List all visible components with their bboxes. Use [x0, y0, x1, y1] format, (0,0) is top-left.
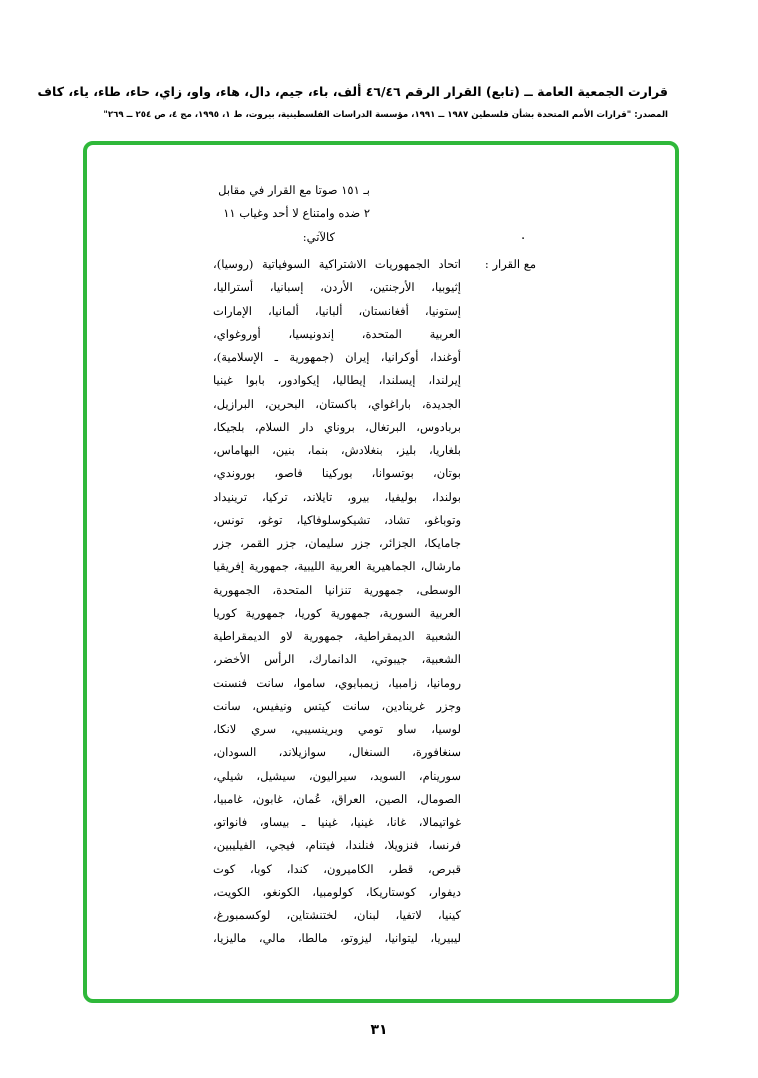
- country-line: العربية المتحدة، إندونيسيا، أوروغواي،: [213, 326, 461, 341]
- source-citation: المصدر: "قرارات الأمم المتحدة بشأن فلسطين ١٩٨٧ ــ ١٩٩١، مؤسسة الدراسات الفلسطينية، بيروت، ط ١، ١٩٩٥، مج ٤، ص ٢٥٤ ــ ٢٦٩": [103, 110, 668, 120]
- country-line: الشعبية، جيبوتي، الدانمارك، الرأس الأخضر،: [213, 652, 461, 667]
- country-line: إستونيا، أفغانستان، ألبانيا، ألمانيا، الإمارات: [213, 303, 461, 318]
- country-line: إيرلندا، إيسلندا، إيطاليا، إيكوادور، بابوا غينيا: [213, 373, 461, 388]
- country-line: اتحاد الجمهوريات الاشتراكية السوفياتية (روسيا)،: [213, 257, 461, 271]
- country-line: رومانيا، زامبيا، زيمبابوي، ساموا، سانت فنسنت: [213, 675, 461, 690]
- country-line: سورينام، السويد، سيراليون، سيشيل، شيلي،: [213, 768, 461, 783]
- country-line: العربية السورية، جمهورية كوريا، جمهورية كوريا: [213, 605, 461, 620]
- page-number: ٣١: [370, 1022, 388, 1038]
- country-line: وتوباغو، تشاد، تشيكوسلوفاكيا، توغو، تونس،: [213, 512, 461, 527]
- country-line: ديفوار، كوستاريكا، كولومبيا، الكونغو، الكويت،: [213, 884, 461, 899]
- vote-summary-line: ٢ ضده وامتناع لا أحد وغياب ١١: [223, 206, 370, 220]
- country-line: أوغندا، أوكرانيا، إيران (جمهورية ـ الإسلامية)،: [213, 350, 461, 364]
- country-line: بلغاريا، بليز، بنغلادش، بنما، بنين، البهاماس،: [213, 443, 461, 457]
- country-line: الشعبية الديمقراطية، جمهورية لاو الديمقراطية: [213, 629, 461, 643]
- vote-summary-line: كالآتي:: [302, 230, 335, 244]
- document-title: قرارت الجمعية العامة ــ (تابع) القرار الرقم ٤٦/٤٦ ألف، باء، جيم، دال، هاء، واو، زاي، حاء، طاء، ياء، كاف: [37, 84, 668, 99]
- in-favour-label: مع القرار :: [484, 257, 536, 271]
- country-line: غواتيمالا، غانا، غينيا، غينيا ـ بيساو، فانواتو،: [213, 815, 461, 829]
- country-list: [213, 253, 461, 951]
- country-line: إثيوبيا، الأرجنتين، الأردن، إسبانيا، أستراليا،: [213, 280, 461, 295]
- country-line: الوسطى، جمهورية تنزانيا المتحدة، الجمهورية: [213, 582, 461, 597]
- country-line: وجزر غرينادين، سانت كيتس ونيفيس، سانت: [213, 698, 461, 713]
- country-line: الجديدة، باراغواي، باكستان، البحرين، البرازيل،: [213, 396, 461, 411]
- country-line: الصومال، الصين، العراق، عُمان، غابون، غامبيا،: [213, 791, 461, 806]
- country-line: بولندا، بوليفيا، بيرو، تايلاند، تركيا، ترينيداد: [213, 489, 461, 504]
- country-line: بربادوس، البرتغال، بروناي دار السلام، بلجيكا،: [213, 419, 461, 434]
- country-line: لوسيا، ساو تومي وبرينسيبي، سري لانكا،: [213, 722, 461, 736]
- country-line: بوتان، بوتسوانا، بوركينا فاصو، بوروندي،: [213, 466, 461, 481]
- country-line: جامايكا، الجزائر، جزر سليمان، جزر القمر، جزر: [213, 536, 461, 550]
- vote-summary-line: بـ ١٥١ صوتا مع القرار في مقابل: [218, 183, 370, 197]
- country-line: سنغافورة، السنغال، سوازيلاند، السودان،: [213, 745, 461, 760]
- country-line: مارشال، الجماهيرية العربية الليبية، جمهورية إفريقيا: [213, 559, 461, 574]
- bullet-mark: .: [521, 228, 526, 243]
- country-line: فرنسا، فنزويلا، فنلندا، فيتنام، فيجي، الفيليبين،: [213, 838, 461, 853]
- country-line: كينيا، لاتفيا، لبنان، لختنشتاين، لوكسمبورغ،: [213, 908, 461, 922]
- country-line: ليبيريا، ليتوانيا، ليزوتو، مالطا، مالي، ماليزيا،: [213, 931, 461, 946]
- country-line: قبرص، قطر، الكاميرون، كندا، كوبا، كوت: [213, 861, 461, 876]
